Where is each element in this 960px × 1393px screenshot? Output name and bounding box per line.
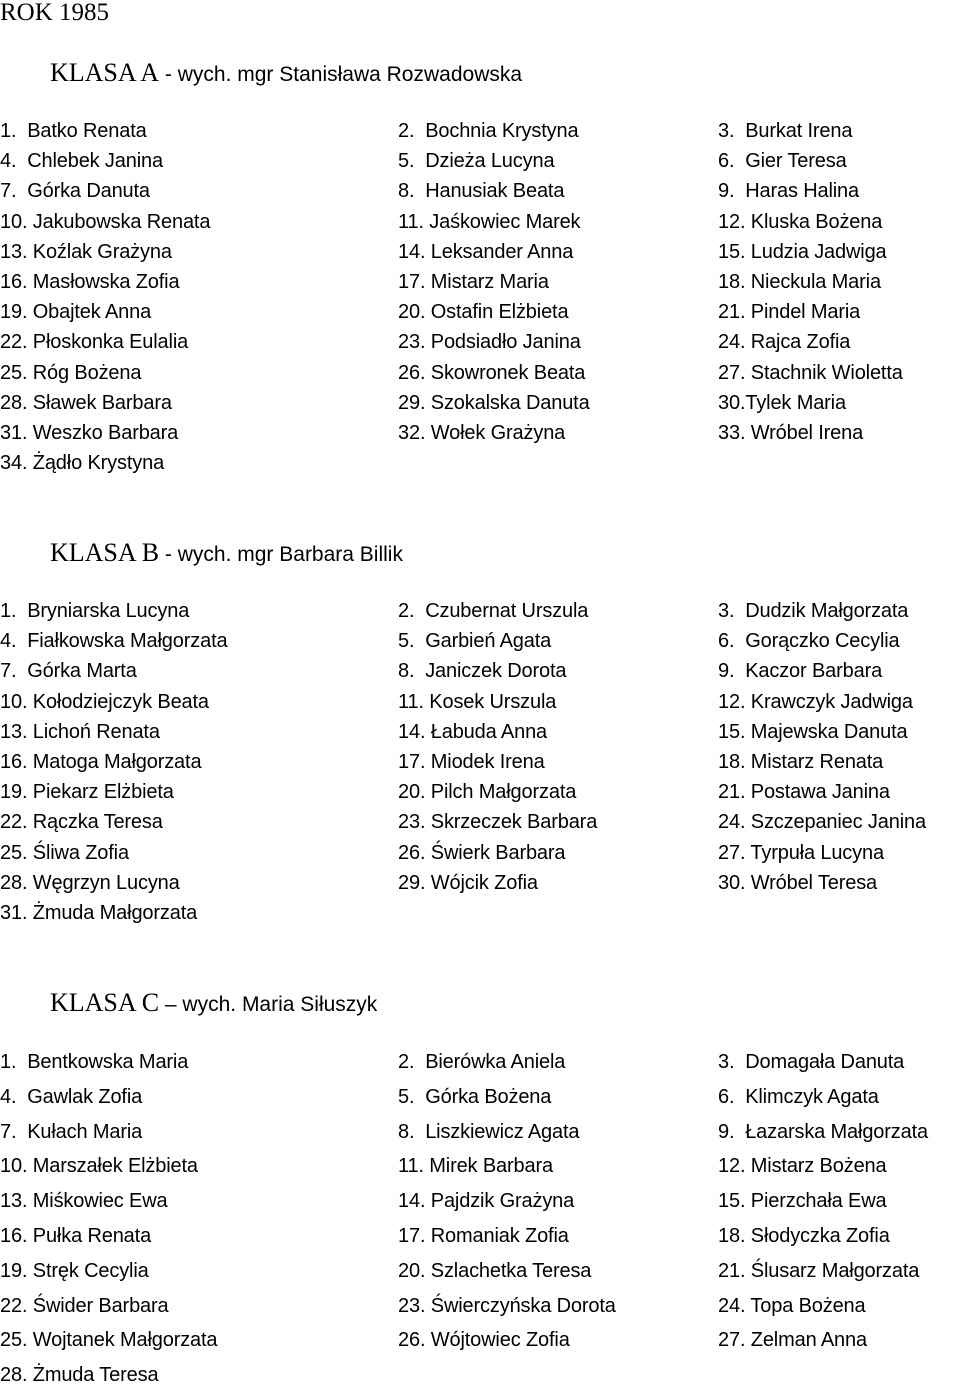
student-entry: 33. Wróbel Irena [718,421,864,444]
class-heading [50,58,522,92]
class-name: KLASA B [50,538,160,567]
student-entry: 11. Mirek Barbara [398,1155,553,1178]
student-entry: 31. Żmuda Małgorzata [0,901,198,924]
student-entry: 18. Nieckula Maria [718,270,881,293]
student-entry: 15. Majewska Danuta [718,720,908,743]
student-entry: 14. Łabuda Anna [398,720,548,743]
student-entry: 11. Jaśkowiec Marek [398,210,581,233]
student-entry: 26. Świerk Barbara [398,841,566,864]
student-entry: 13. Lichoń Renata [0,720,160,743]
student-entry: 2. Bierówka Aniela [398,1051,566,1073]
student-entry: 24. Szczepaniec Janina [718,811,926,834]
class-teacher: - wych. mgr Barbara Billik [159,543,403,566]
student-list [0,596,960,928]
student-entry: 8. Liszkiewicz Agata [398,1120,580,1143]
student-entry: 4. Chlebek Janina [0,150,163,173]
student-entry: 25. Róg Bożena [0,361,142,384]
student-entry: 23. Skrzeczek Barbara [398,811,598,834]
student-entry: 12. Kluska Bożena [718,210,883,233]
student-entry: 9. Łazarska Małgorzata [718,1120,928,1143]
student-entry: 5. Górka Bożena [398,1085,552,1108]
class-name: KLASA C [50,988,160,1017]
student-entry: 15. Ludzia Jadwiga [718,240,887,263]
student-entry: 14. Leksander Anna [398,240,574,263]
student-entry: 9. Haras Halina [718,180,859,203]
student-entry: 13. Koźlak Grażyna [0,240,172,263]
student-entry: 24. Rajca Zofia [718,331,851,354]
student-entry: 3. Domagała Danuta [718,1051,905,1073]
student-entry: 28. Węgrzyn Lucyna [0,871,180,894]
student-entry: 7. Kułach Maria [0,1120,143,1143]
class-teacher: – wych. Maria Siłuszyk [159,993,378,1016]
student-entry: 8. Janiczek Dorota [398,660,567,683]
student-entry: 16. Matoga Małgorzata [0,750,202,773]
class-teacher: - wych. mgr Stanisława Rozwadowska [159,63,523,86]
student-entry: 24. Topa Bożena [718,1294,866,1317]
student-entry: 19. Piekarz Elżbieta [0,781,174,804]
student-list [0,1045,960,1393]
student-entry: 5. Dzieża Lucyna [398,150,555,173]
student-entry: 34. Żądło Krystyna [0,452,165,475]
student-entry: 5. Garbień Agata [398,630,552,653]
student-entry: 30.Tylek Maria [718,391,846,414]
student-entry: 2. Czubernat Urszula [398,600,589,622]
student-entry: 30. Wróbel Teresa [718,871,878,894]
student-entry: 21. Ślusarz Małgorzata [718,1259,920,1282]
student-entry: 14. Pajdzik Grażyna [398,1190,575,1213]
student-entry: 17. Romaniak Zofia [398,1224,569,1247]
student-entry: 26. Skowronek Beata [398,361,586,384]
student-entry: 16. Masłowska Zofia [0,270,180,293]
student-entry: 2. Bochnia Krystyna [398,120,579,142]
student-entry: 6. Klimczyk Agata [718,1085,879,1108]
student-entry: 1. Bentkowska Maria [0,1051,189,1073]
student-entry: 20. Ostafin Elżbieta [398,301,569,324]
student-entry: 25. Śliwa Zofia [0,841,129,864]
student-entry: 15. Pierzchała Ewa [718,1190,887,1213]
student-entry: 20. Pilch Małgorzata [398,781,577,804]
student-entry: 6. Gorączko Cecylia [718,630,900,653]
student-entry: 19. Stręk Cecylia [0,1259,149,1282]
student-entry: 17. Mistarz Maria [398,270,549,293]
student-entry: 7. Górka Danuta [0,180,150,203]
student-entry: 13. Miśkowiec Ewa [0,1190,168,1213]
student-entry: 3. Burkat Irena [718,120,853,142]
student-entry: 12. Mistarz Bożena [718,1155,887,1178]
student-entry: 27. Tyrpuła Lucyna [718,841,884,864]
student-entry: 10. Kołodziejczyk Beata [0,690,209,713]
student-entry: 18. Słodyczka Zofia [718,1224,890,1247]
student-entry: 17. Miodek Irena [398,750,545,773]
student-entry: 10. Jakubowska Renata [0,210,211,233]
student-entry: 3. Dudzik Małgorzata [718,600,909,622]
student-entry: 7. Górka Marta [0,660,137,683]
student-entry: 22. Płoskonka Eulalia [0,331,189,354]
student-entry: 12. Krawczyk Jadwiga [718,690,913,713]
student-entry: 21. Pindel Maria [718,301,861,324]
student-entry: 32. Wołek Grażyna [398,421,566,444]
student-entry: 21. Postawa Janina [718,781,890,804]
student-entry: 20. Szlachetka Teresa [398,1259,592,1282]
page-title: ROK 1985 [0,0,110,26]
student-entry: 18. Mistarz Renata [718,750,884,773]
student-entry: 19. Obajtek Anna [0,301,152,324]
student-entry: 23. Podsiadło Janina [398,331,581,354]
student-entry: 6. Gier Teresa [718,150,847,173]
student-entry: 27. Stachnik Wioletta [718,361,903,384]
student-entry: 10. Marszałek Elżbieta [0,1155,198,1178]
student-entry: 16. Pułka Renata [0,1224,152,1247]
student-entry: 28. Sławek Barbara [0,391,172,414]
student-entry: 22. Świder Barbara [0,1294,169,1317]
student-entry: 23. Świerczyńska Dorota [398,1294,616,1317]
student-entry: 9. Kaczor Barbara [718,660,883,683]
student-entry: 25. Wojtanek Małgorzata [0,1329,218,1352]
student-entry: 29. Szokalska Danuta [398,391,590,414]
student-entry: 8. Hanusiak Beata [398,180,565,203]
student-entry: 27. Zelman Anna [718,1329,867,1352]
student-entry: 29. Wójcik Zofia [398,871,538,894]
student-list [0,116,960,478]
student-entry: 11. Kosek Urszula [398,690,557,713]
student-entry: 31. Weszko Barbara [0,421,179,444]
student-entry: 28. Żmuda Teresa [0,1364,159,1387]
student-entry: 1. Bryniarska Lucyna [0,600,190,622]
student-entry: 1. Batko Renata [0,120,147,142]
student-entry: 26. Wójtowiec Zofia [398,1329,570,1352]
class-heading [50,988,377,1022]
class-heading [50,538,403,572]
student-entry: 4. Fiałkowska Małgorzata [0,630,228,653]
class-name: KLASA A [50,58,160,87]
student-entry: 22. Rączka Teresa [0,811,163,834]
student-entry: 4. Gawlak Zofia [0,1085,143,1108]
